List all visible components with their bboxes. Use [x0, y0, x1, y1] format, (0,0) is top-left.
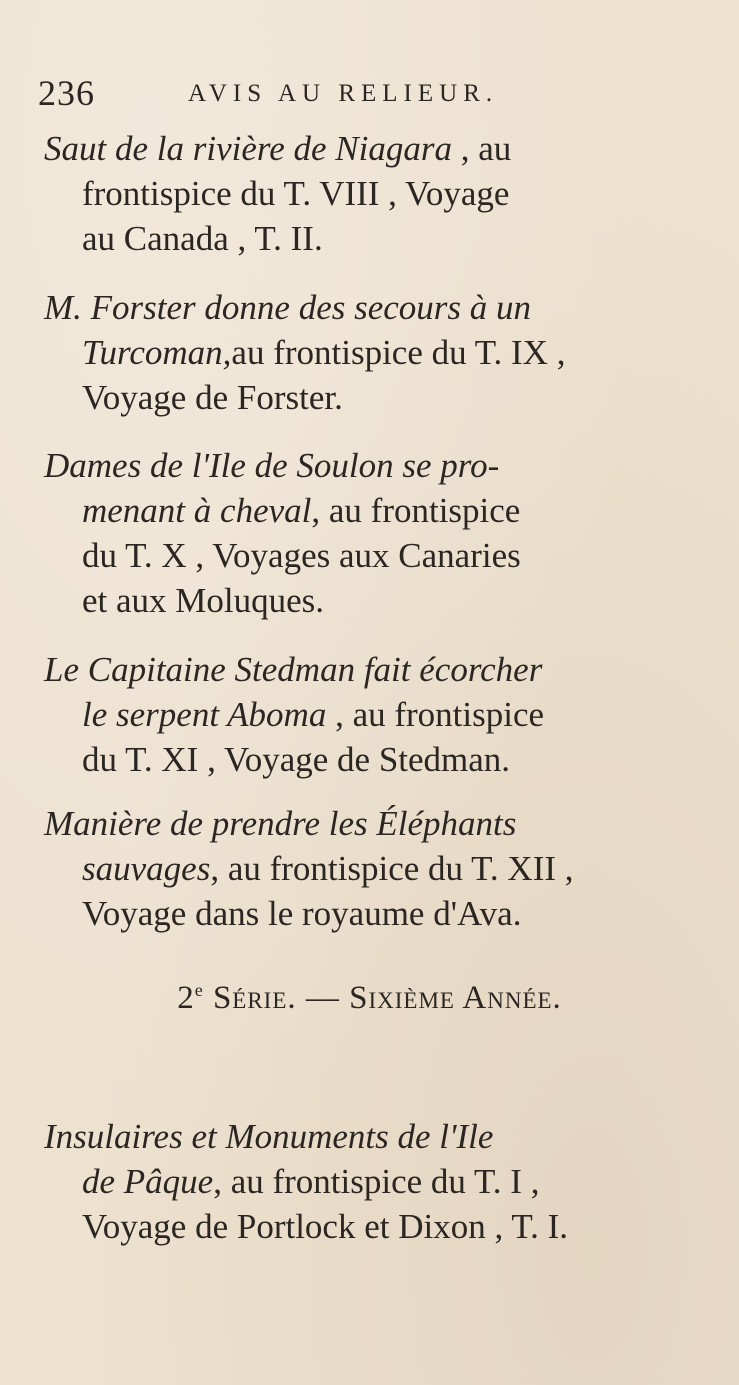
- entry-italic-text: de Pâque: [82, 1162, 214, 1201]
- entry-roman-text: et aux Moluques.: [82, 581, 325, 620]
- entry-roman-text: au frontispice du T. IX ,: [231, 333, 566, 372]
- entry-italic-text: Le Capitaine Stedman fait écorcher: [44, 650, 543, 689]
- running-title: AVIS AU RELIEUR.: [188, 80, 499, 107]
- entry-italic-text: sauvages: [82, 849, 211, 888]
- entry-line: [44, 488, 700, 533]
- entry-line: [44, 891, 700, 936]
- entry-line: [44, 330, 700, 375]
- entry-line: [44, 375, 700, 420]
- entry-line: [44, 1114, 700, 1159]
- entry-italic-text: Turcoman,: [82, 333, 232, 372]
- entry-roman-text: , au frontispice: [326, 695, 545, 734]
- plate-entry-elephants: [44, 801, 700, 936]
- entry-line: [44, 1204, 700, 1249]
- entry-line: [44, 285, 700, 330]
- entry-line: [44, 801, 700, 846]
- entry-roman-text: Voyage dans le royaume d'Ava.: [82, 894, 522, 933]
- series-heading: [0, 980, 739, 1017]
- plate-entry-stedman: [44, 647, 700, 782]
- entry-italic-text: Manière de prendre les Éléphants: [44, 804, 517, 843]
- entry-line: [44, 443, 700, 488]
- series-title: Série. — Sixième Année.: [203, 980, 562, 1016]
- entry-italic-text: M. Forster donne des secours à un: [44, 288, 532, 327]
- entry-roman-text: , au frontispice du T. XII ,: [210, 849, 574, 888]
- entry-roman-text: Voyage de Forster.: [82, 378, 343, 417]
- entry-italic-text: Saut de la rivière de Niagara: [44, 129, 452, 168]
- entry-italic-text: le serpent Aboma: [82, 695, 327, 734]
- entry-line: [44, 647, 700, 692]
- plate-entry-niagara: [44, 126, 700, 261]
- entry-roman-text: au Canada , T. II.: [82, 219, 323, 258]
- entry-roman-text: du T. X , Voyages aux Canaries: [82, 536, 521, 575]
- entry-line: [44, 533, 700, 578]
- plate-entry-forster: [44, 285, 700, 420]
- plate-entry-easter-island: [44, 1114, 700, 1249]
- entry-roman-text: , au frontispice: [311, 491, 521, 530]
- plate-entry-soulon: [44, 443, 700, 623]
- series-superscript: e: [194, 980, 204, 1000]
- entry-roman-text: du T. XI , Voyage de Stedman.: [82, 740, 511, 779]
- entry-italic-text: menant à cheval: [82, 491, 312, 530]
- entry-italic-text: Insulaires et Monuments de l'Ile: [44, 1117, 494, 1156]
- entry-line: [44, 216, 700, 261]
- running-head: [38, 72, 698, 116]
- entry-line: [44, 692, 700, 737]
- entry-roman-text: , au: [451, 129, 512, 168]
- entry-line: [44, 578, 700, 623]
- entry-line: [44, 126, 700, 171]
- series-number: 2: [177, 980, 195, 1016]
- entry-roman-text: frontispice du T. VIII , Voyage: [82, 174, 510, 213]
- entry-italic-text: Dames de l'Ile de Soulon se pro-: [44, 446, 500, 485]
- entry-line: [44, 737, 700, 782]
- entry-line: [44, 171, 700, 216]
- entry-roman-text: , au frontispice du T. I ,: [213, 1162, 540, 1201]
- entry-line: [44, 846, 700, 891]
- entry-line: [44, 1159, 700, 1204]
- page-number: 236: [38, 73, 95, 113]
- entry-roman-text: Voyage de Portlock et Dixon , T. I.: [82, 1207, 569, 1246]
